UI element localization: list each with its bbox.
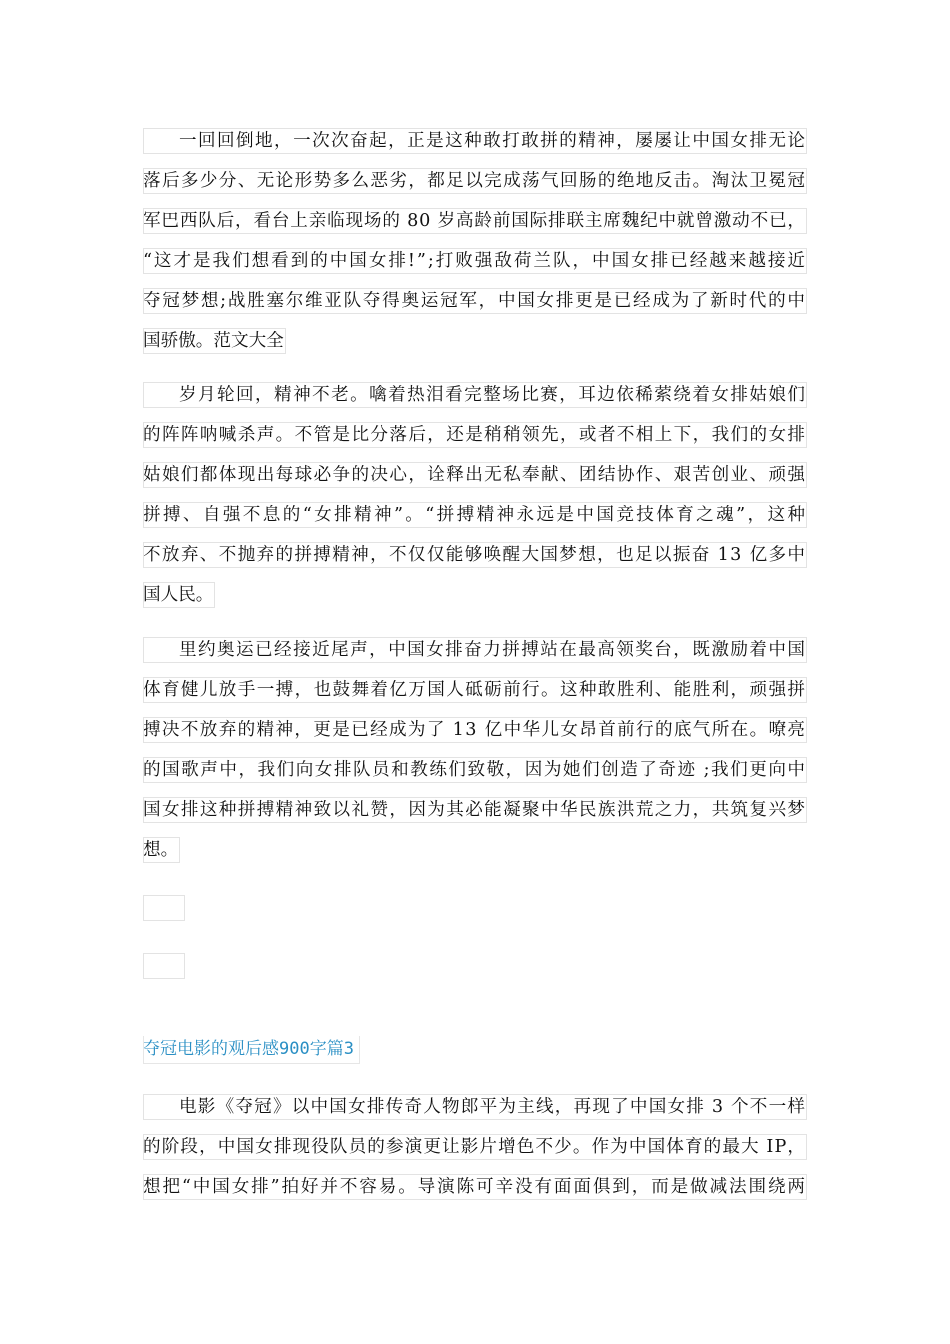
text-line: 姑娘们都体现出每球必争的决心，诠释出无私奉献、团结协作、艰苦创业、顽强: [143, 455, 807, 495]
text-line: 搏决不放弃的精神，更是已经成为了 13 亿中华儿女昂首前行的底气所在。嘹亮: [143, 710, 807, 750]
text-line: 夺冠梦想;战胜塞尔维亚队夺得奥运冠军，中国女排更是已经成为了新时代的中: [143, 281, 807, 321]
text-line: 里约奥运已经接近尾声，中国女排奋力拼搏站在最高领奖台，既激励着中国: [143, 630, 807, 670]
text-line: 的阵阵呐喊杀声。不管是比分落后，还是稍稍领先，或者不相上下，我们的女排: [143, 415, 807, 455]
text-line: 国骄傲。范文大全: [143, 321, 284, 361]
paragraph-1: [143, 121, 807, 361]
text-line: 岁月轮回，精神不老。噙着热泪看完整场比赛，耳边依稀萦绕着女排姑娘们: [143, 375, 807, 415]
paragraph-3: [143, 630, 807, 870]
section-heading: 夺冠电影的观后感900字篇3: [143, 1034, 354, 1064]
text-line: 军巴西队后，看台上亲临现场的 80 岁高龄前国际排联主席魏纪中就曾激动不已，: [143, 201, 807, 241]
text-line: 国女排这种拼搏精神致以礼赞，因为其必能凝聚中华民族洪荒之力，共筑复兴梦: [143, 790, 807, 830]
text-line: 电影《夺冠》以中国女排传奇人物郎平为主线，再现了中国女排 3 个不一样: [143, 1087, 807, 1127]
text-line: 拼搏、自强不息的“女排精神”。“拼搏精神永远是中国竞技体育之魂”，这种: [143, 495, 807, 535]
text-line: 的阶段，中国女排现役队员的参演更让影片增色不少。作为中国体育的最大 IP，: [143, 1127, 807, 1167]
empty-line-box: [143, 953, 185, 979]
text-line: 落后多少分、无论形势多么恶劣，都足以完成荡气回肠的绝地反击。淘汰卫冕冠: [143, 161, 807, 201]
empty-line-box: [143, 895, 185, 921]
text-line: 体育健儿放手一搏，也鼓舞着亿万国人砥砺前行。这种敢胜利、能胜利，顽强拼: [143, 670, 807, 710]
paragraph-4: [143, 1087, 807, 1207]
text-line: 想。: [143, 830, 178, 870]
text-line: 的国歌声中，我们向女排队员和教练们致敬，因为她们创造了奇迹 ;我们更向中: [143, 750, 807, 790]
text-line: 一回回倒地，一次次奋起，正是这种敢打敢拼的精神，屡屡让中国女排无论: [143, 121, 807, 161]
text-line: 不放弃、不抛弃的拼搏精神，不仅仅能够唤醒大国梦想，也足以振奋 13 亿多中: [143, 535, 807, 575]
text-line: 国人民。: [143, 575, 213, 615]
text-line: “这才是我们想看到的中国女排!”;打败强敌荷兰队，中国女排已经越来越接近: [143, 241, 807, 281]
paragraph-2: [143, 375, 807, 615]
text-line: 想把“中国女排”拍好并不容易。导演陈可辛没有面面俱到，而是做减法围绕两: [143, 1167, 807, 1207]
